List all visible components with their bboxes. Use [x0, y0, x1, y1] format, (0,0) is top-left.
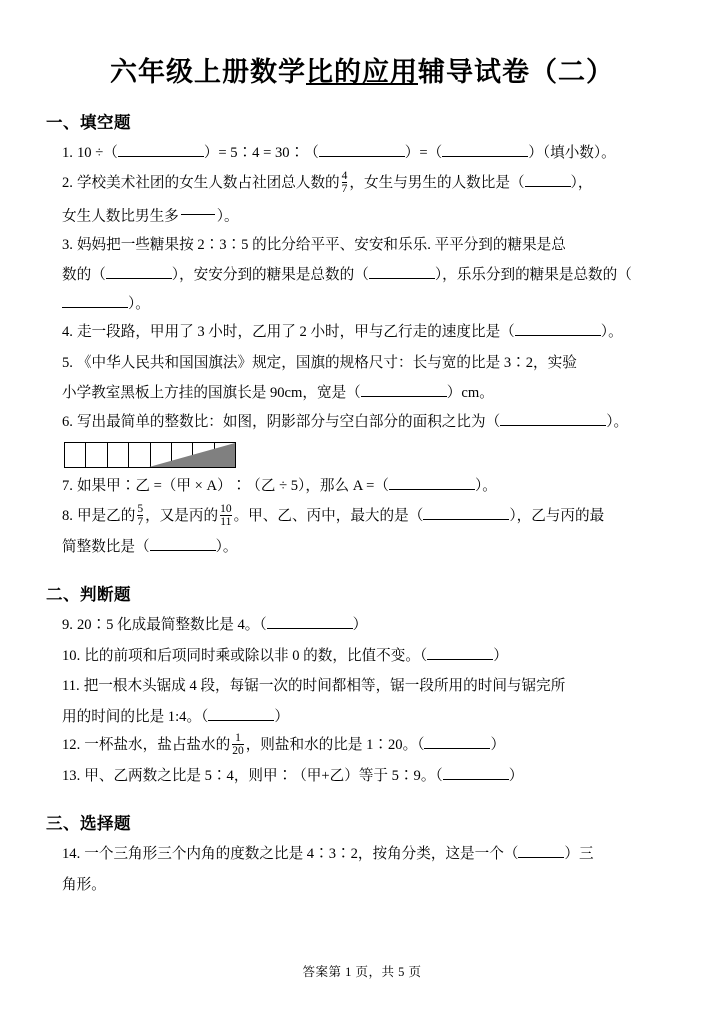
title-part-underlined: 比的应用	[306, 57, 418, 87]
question-number: 10.	[62, 647, 81, 664]
fraction-blank[interactable]	[181, 200, 215, 230]
question-14-line-2	[46, 871, 678, 899]
question-text: 甲、乙两数之比是 5∶4，则甲∶（甲+乙）等于 5∶9。（	[84, 767, 443, 784]
question-number: 2.	[62, 175, 73, 192]
question-text: ）。	[128, 295, 150, 312]
question-2-line-2	[46, 200, 678, 231]
question-text: ）三	[564, 846, 594, 863]
answer-blank[interactable]	[118, 156, 204, 157]
fraction-denominator: 20	[232, 744, 244, 757]
question-text: 妈妈把一些糖果按 2∶3∶5 的比分给平平、安安和乐乐. 平平分到的糖果是总	[76, 236, 566, 253]
answer-blank[interactable]	[319, 156, 405, 157]
question-11	[46, 672, 678, 700]
section-heading-true-false: 二、判断题	[46, 585, 131, 605]
question-text: ，又是丙的	[145, 508, 219, 525]
answer-blank[interactable]	[518, 857, 564, 858]
question-text: ）	[352, 617, 368, 634]
question-text: ）。	[474, 477, 497, 494]
answer-blank[interactable]	[424, 748, 490, 749]
grid-cell	[108, 443, 129, 467]
question-13	[46, 762, 678, 790]
question-number: 12.	[62, 737, 81, 754]
question-text: 小学教室黑板上方挂的国旗长是 90cm，宽是（	[62, 385, 361, 402]
question-text: 一杯盐水，盐占盐水的	[84, 737, 231, 754]
question-5	[46, 349, 678, 377]
question-12	[46, 731, 678, 759]
question-text: ）	[493, 647, 508, 664]
question-text: 如果甲∶乙 =（甲 × A）∶（乙 ÷ 5），那么 A =（	[76, 477, 389, 494]
page-footer: 答案第 1 页，共 5 页	[302, 965, 422, 979]
question-9	[46, 611, 678, 639]
question-1	[46, 139, 678, 167]
shaded-rectangle-figure	[64, 442, 236, 468]
question-text: 学校美术社团的女生人数占社团总人数的	[76, 175, 340, 192]
question-14	[46, 840, 678, 868]
answer-blank[interactable]	[515, 335, 601, 336]
question-5-line-2	[46, 379, 678, 407]
question-number: 11.	[62, 678, 80, 695]
answer-blank[interactable]	[423, 519, 509, 520]
question-text: ）=（	[404, 145, 443, 161]
fraction-denominator: 11	[220, 516, 232, 529]
question-number: 7.	[62, 477, 73, 494]
title-part-3: 辅导试卷（二）	[418, 57, 614, 87]
answer-blank[interactable]	[361, 396, 447, 397]
question-text: 用的时间的比是 1:4。（	[62, 708, 209, 725]
answer-blank[interactable]	[389, 489, 475, 490]
fraction-numerator: 1	[235, 731, 241, 744]
fraction-numerator: 4	[341, 170, 348, 183]
fraction-numerator: 10	[220, 503, 232, 516]
question-text: 把一根木头锯成 4 段，每锯一次的时间都相等，锯一段所用的时间与锯完所	[83, 678, 566, 695]
question-number: 5.	[62, 354, 73, 371]
answer-blank[interactable]	[525, 186, 571, 187]
fraction	[137, 503, 143, 528]
section-heading-fill-blank: 一、填空题	[46, 113, 131, 132]
question-11-line-2	[46, 703, 678, 731]
question-text: 写出最简单的整数比：如图，阴影部分与空白部分的面积之比为（	[76, 413, 501, 430]
question-number: 4.	[62, 324, 73, 341]
question-text: ），	[570, 175, 593, 192]
answer-blank[interactable]	[106, 278, 172, 279]
question-text: ）	[490, 737, 506, 754]
title-part-1: 六年级上册数学	[110, 57, 306, 87]
grid-cell	[129, 443, 150, 467]
question-8-line-2	[46, 533, 678, 561]
question-number: 6.	[62, 413, 73, 430]
question-text: 甲是乙的	[76, 508, 136, 525]
question-text: ）。	[600, 324, 623, 341]
question-text: ），乐乐分到的糖果是总数的（	[434, 267, 632, 284]
fraction-denominator: 7	[137, 516, 144, 529]
question-text: 角形。	[62, 876, 106, 893]
question-number: 14.	[62, 846, 81, 863]
answer-blank[interactable]	[208, 720, 274, 721]
answer-blank[interactable]	[443, 779, 509, 780]
fraction	[342, 170, 348, 195]
fraction-denominator: 7	[341, 183, 348, 196]
question-text: ）。	[215, 538, 238, 555]
fraction-numerator-blank[interactable]	[181, 200, 215, 214]
page-title	[46, 50, 678, 89]
question-text: 《中华人民共和国国旗法》规定，国旗的规格尺寸：长与宽的比是 3∶2，实验	[76, 354, 577, 371]
question-number: 8.	[62, 508, 73, 525]
question-text: ）	[274, 708, 289, 725]
question-text: ）（填小数）。	[528, 145, 616, 161]
question-10	[46, 642, 678, 670]
grid-cell	[86, 443, 107, 467]
answer-blank[interactable]	[267, 628, 353, 629]
fraction	[220, 503, 232, 528]
question-text: 10 ÷（	[76, 145, 118, 161]
fraction-numerator: 5	[137, 503, 144, 516]
fraction	[232, 732, 244, 757]
question-3-line-2	[46, 261, 678, 318]
question-7	[46, 472, 678, 500]
section-heading-multiple-choice: 三、选择题	[46, 814, 131, 834]
question-text: ，女生与男生的人数比是（	[349, 175, 525, 192]
question-number: 9.	[62, 617, 73, 634]
question-2	[46, 169, 678, 197]
question-3	[46, 231, 678, 259]
question-text: ，则盐和水的比是 1∶20。（	[245, 737, 425, 754]
grid-cell	[65, 443, 86, 467]
question-text: ）。	[216, 208, 239, 225]
answer-blank[interactable]	[500, 425, 606, 426]
question-text: 女生人数比男生多	[62, 208, 179, 225]
question-text: 。甲、乙、丙中，最大的是（	[233, 508, 424, 525]
answer-blank[interactable]	[442, 156, 528, 157]
question-text: ），安安分到的糖果是总数的（	[171, 267, 369, 284]
question-text: 走一段路，甲用了 3 小时，乙用了 2 小时，甲与乙行走的速度比是（	[76, 324, 515, 341]
question-text: ）cm。	[446, 385, 494, 402]
question-text: 数的（	[62, 267, 106, 284]
answer-blank[interactable]	[427, 659, 493, 660]
question-text: 一个三角形三个内角的度数之比是 4∶3∶2，按角分类，这是一个（	[84, 846, 519, 863]
question-text: ）= 5∶4 = 30∶（	[203, 145, 319, 161]
question-number: 1.	[62, 145, 73, 161]
question-number: 3.	[62, 236, 73, 253]
question-6	[46, 408, 678, 436]
answer-blank[interactable]	[369, 278, 435, 279]
question-text: 比的前项和后项同时乘或除以非 0 的数，比值不变。（	[84, 647, 428, 664]
question-4	[46, 318, 678, 346]
question-text: ），乙与丙的最	[509, 508, 605, 525]
question-number: 13.	[62, 767, 81, 784]
question-text: 简整数比是（	[62, 538, 150, 555]
question-8	[46, 502, 678, 530]
question-text: ）	[508, 767, 524, 784]
question-text: ）。	[606, 413, 629, 430]
question-text: 20∶5 化成最简整数比是 4。（	[76, 617, 267, 634]
fraction-denominator-blank[interactable]	[181, 214, 215, 229]
shaded-triangle-icon	[149, 443, 235, 467]
answer-blank[interactable]	[150, 550, 216, 551]
answer-blank[interactable]	[62, 307, 128, 308]
